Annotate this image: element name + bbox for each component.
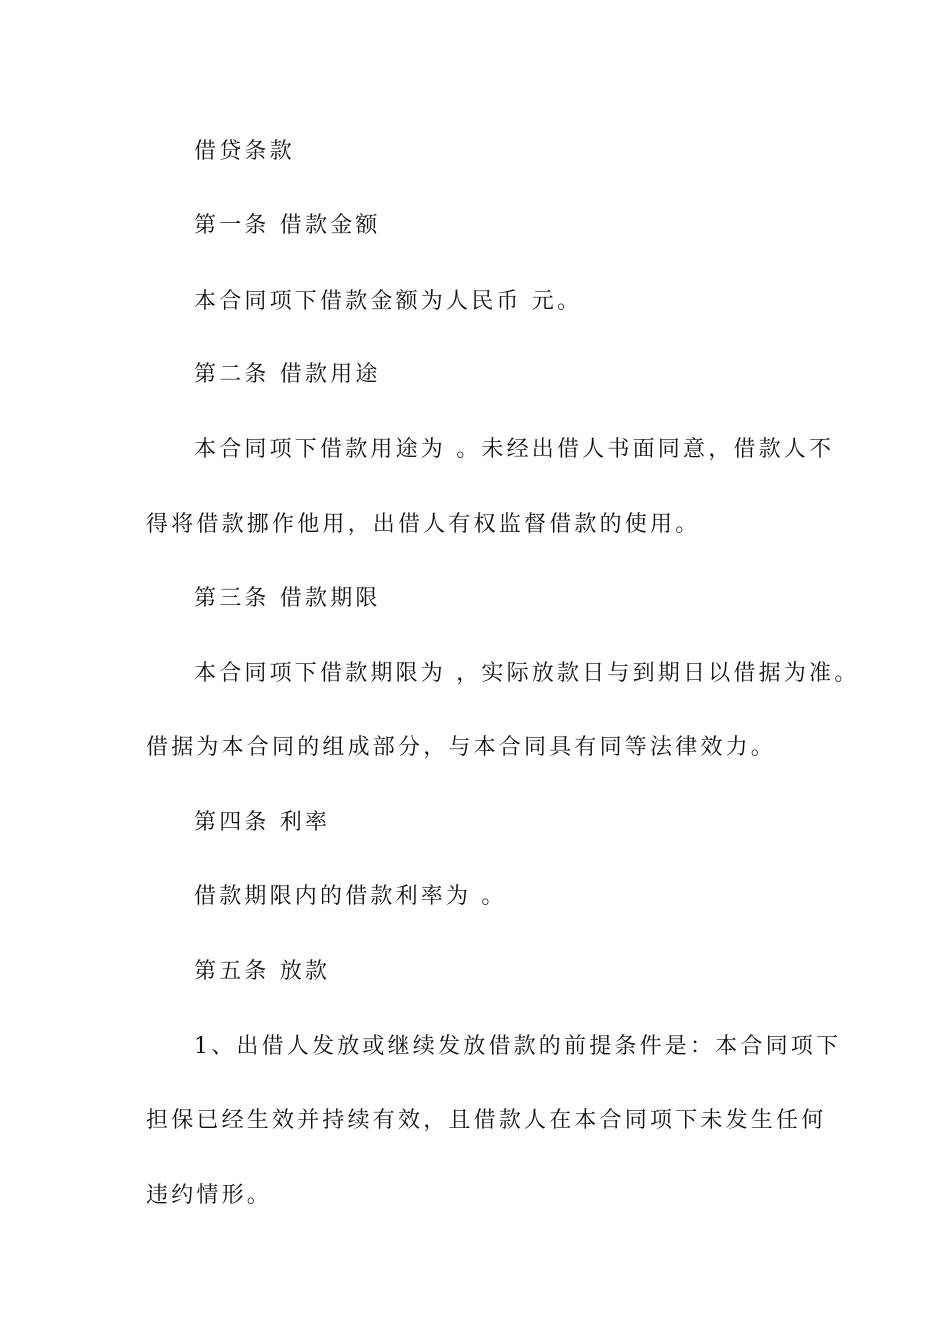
article-1-heading: 第一条 借款金额: [194, 213, 381, 238]
article-3-body-line-1: 本合同项下借款期限为 ，实际放款日与到期日以借据为准。: [194, 661, 860, 686]
article-4-body: 借款期限内的借款利率为 。: [194, 884, 507, 909]
section-title: 借贷条款: [194, 139, 295, 164]
article-5-clause-1-line-2: 担保已经生效并持续有效，且借款人在本合同项下未发生任何: [146, 1108, 827, 1133]
article-3-body-line-2: 借据为本合同的组成部分，与本合同具有同等法律效力。: [146, 735, 777, 760]
article-2-body-line-2: 得将借款挪作他用，出借人有权监督借款的使用。: [146, 512, 701, 537]
article-2-heading: 第二条 借款用途: [194, 362, 381, 387]
article-2-body-line-1: 本合同项下借款用途为 。未经出借人书面同意，借款人不: [194, 437, 835, 462]
article-3-heading: 第三条 借款期限: [194, 586, 381, 611]
article-5-heading: 第五条 放款: [194, 959, 331, 984]
article-1-body: 本合同项下借款金额为人民币 元。: [194, 289, 583, 314]
article-5-clause-1-line-1: 1、出借人发放或继续发放借款的前提条件是：本合同项下: [194, 1034, 842, 1059]
article-5-clause-1-line-3: 违约情形。: [146, 1183, 273, 1208]
article-4-heading: 第四条 利率: [194, 810, 331, 835]
